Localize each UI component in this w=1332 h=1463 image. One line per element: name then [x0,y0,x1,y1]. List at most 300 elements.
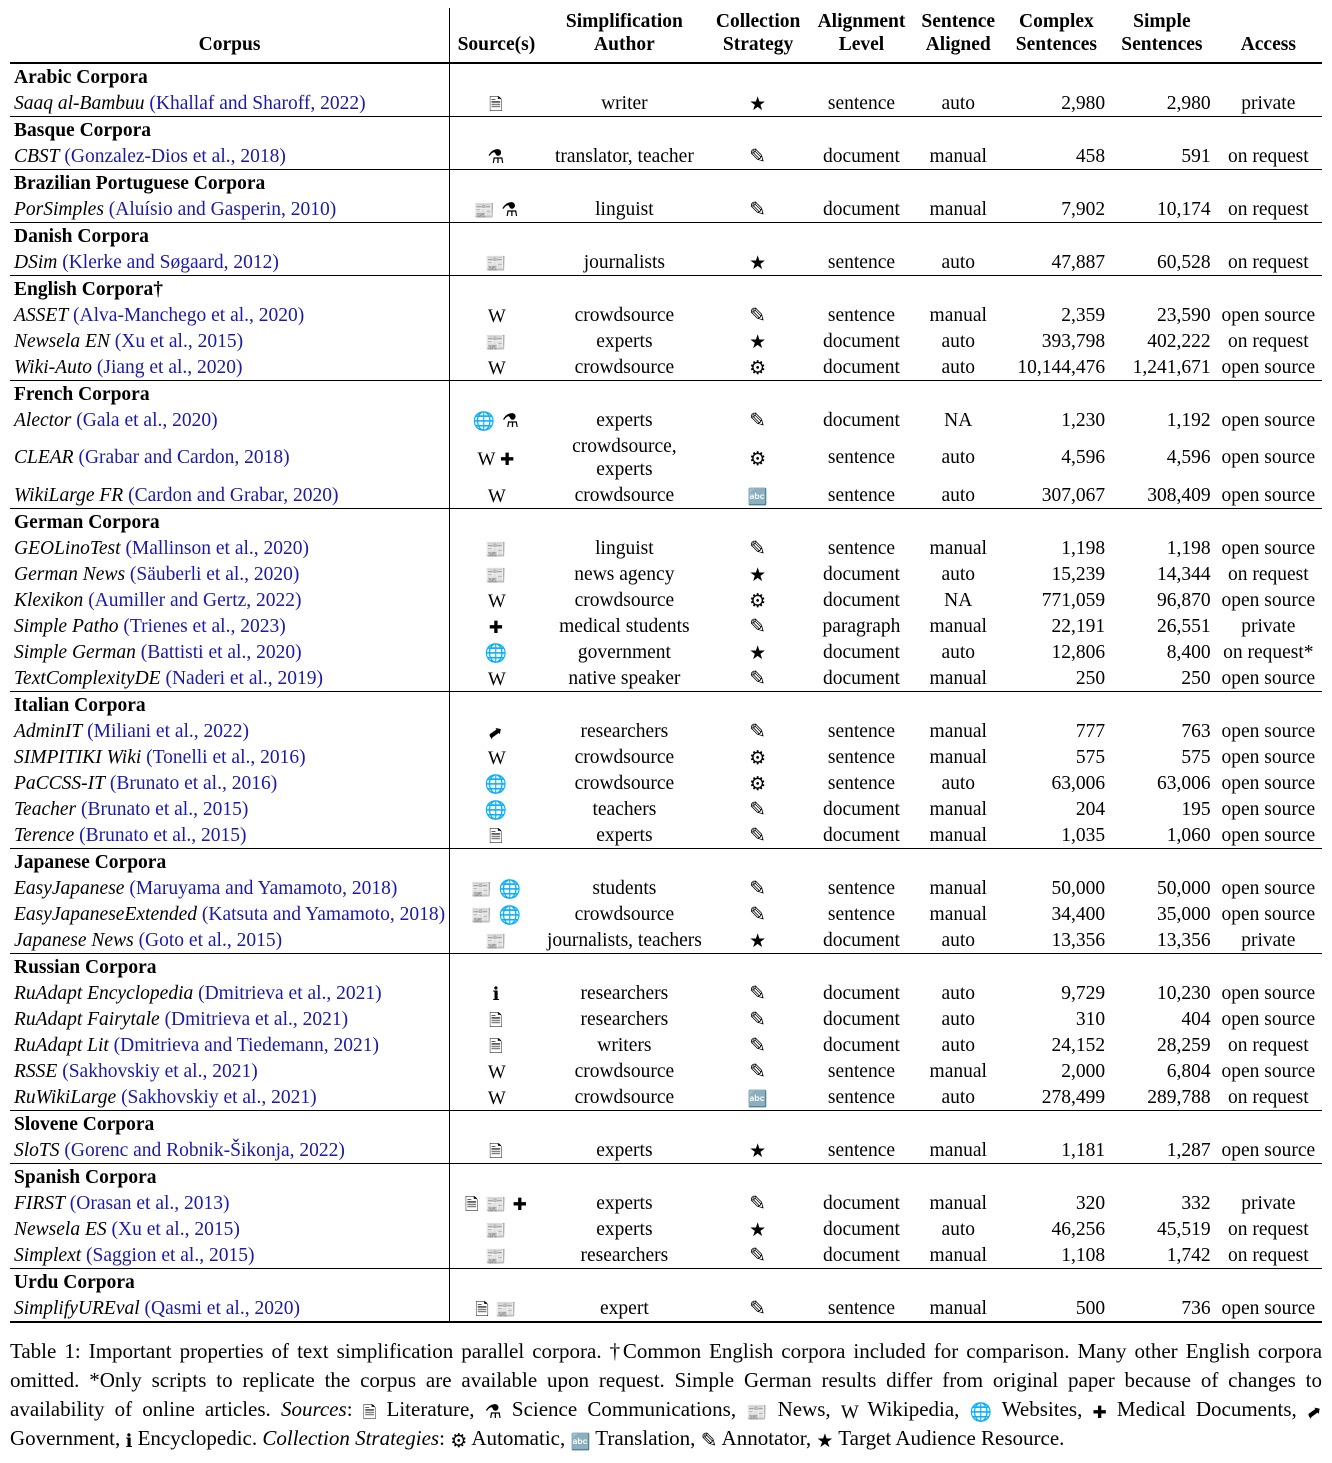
author-cell: journalists [583,251,665,273]
column-header-simplification-author: Simplification Author [543,8,706,63]
alignment-cell: document [823,641,900,663]
sentence-aligned-cell: auto [941,563,976,585]
corpus-cell [10,927,450,954]
news-icon [485,255,507,273]
corpus-citation[interactable]: (Brunato et al., 2016) [109,772,278,794]
alignment-cell: document [823,409,900,431]
simple-sentences-cell: 736 [1109,1295,1214,1322]
annotator-icon [749,616,767,637]
complex-sentences-cell: 1,108 [1061,1244,1106,1266]
group-header-row [10,1269,1322,1296]
complex-sentences-cell: 204 [1075,798,1106,820]
group-title: Arabic Corpora [10,63,450,90]
annotator-icon [749,1035,767,1056]
news-icon [485,1222,507,1240]
complex-sentences-cell: 34,400 [1051,903,1106,925]
simple-sentences-cell: 10,230 [1157,982,1211,1004]
sources-cell [450,354,543,381]
corpus-cell [10,744,450,770]
target-audience-resource-icon [749,644,767,663]
wikipedia-icon [488,359,505,378]
simple-sentences-cell: 1,060 [1166,824,1211,846]
complex-sentences-cell: 310 [1075,1008,1106,1030]
sources-cell [450,535,543,561]
group-title: German Corpora [10,509,450,536]
access-cell: open source [1221,798,1316,820]
table-row [10,249,1322,276]
simple-sentences-cell: 96,870 [1157,589,1211,611]
corpus-citation[interactable]: (Xu et al., 2015) [114,330,244,352]
table-row [10,535,1322,561]
complex-sentences-cell: 12,806 [1051,641,1106,663]
alignment-cell: document [823,198,900,220]
sentence-aligned-cell: manual [913,1295,1004,1322]
table-row [10,482,1322,509]
corpus-citation[interactable]: (Trienes et al., 2023) [123,615,286,637]
legend-literature: Literature, [386,1396,475,1421]
corpus-cell [10,1216,450,1242]
alignment-cell: sentence [827,746,896,768]
author-cell: researchers [580,1244,669,1266]
table-body [10,63,1322,1322]
complex-sentences-cell: 2,980 [1061,92,1106,114]
simple-sentences-cell: 45,519 [1157,1218,1211,1240]
complex-sentences-cell: 22,191 [1051,615,1106,637]
corpus-citation[interactable]: (Brunato et al., 2015) [80,798,249,820]
strategy-cell [706,143,810,170]
corpus-name: GEOLinoTest [14,537,121,559]
group-title: Slovene Corpora [10,1111,450,1138]
corpus-citation[interactable]: (Dmitrieva et al., 2021) [198,982,382,1004]
automatic-icon [749,450,767,469]
corpus-name: WikiLarge FR [14,484,124,506]
complex-sentences-cell: 47,887 [1051,251,1106,273]
strategy-cell [706,354,810,381]
strategy-cell [706,482,810,509]
corpus-citation[interactable]: (Naderi et al., 2019) [165,667,324,689]
automatic-icon [450,1430,467,1451]
websites-icon [499,881,522,899]
simple-sentences-cell: 63,006 [1157,772,1211,794]
sources-cell [450,587,543,613]
table-row [10,1084,1322,1111]
simple-sentences-cell: 60,528 [1157,251,1211,273]
strategy-cell [706,433,810,482]
author-cell: experts [596,824,653,846]
sentence-aligned-cell: manual [929,877,987,899]
complex-sentences-cell: 2,359 [1061,304,1106,326]
corpus-cell [10,1084,450,1111]
corpus-name: Simple Patho [14,615,119,637]
corpus-citation[interactable]: (Khallaf and Sharoff, 2022) [149,92,366,114]
access-cell: open source [1221,903,1316,925]
author-cell: researchers [580,720,669,742]
simple-sentences-cell: 10,174 [1157,198,1211,220]
simple-sentences-cell: 50,000 [1157,877,1211,899]
science-communications-icon [502,412,520,431]
corpus-citation[interactable]: (Qasmi et al., 2020) [144,1297,300,1319]
corpus-name: TextComplexityDE [14,667,161,689]
table-row [10,796,1322,822]
corpus-cell [10,1058,450,1084]
access-cell: open source [1221,356,1316,378]
corpus-cell [10,354,450,381]
science-communications-icon [485,1401,502,1422]
corpus-cell [10,143,450,170]
alignment-cell: document [823,824,900,846]
alignment-cell: sentence [827,1139,896,1161]
strategy-cell [706,1216,810,1242]
complex-sentences-cell: 320 [1075,1192,1106,1214]
strategy-cell [706,639,810,665]
corpus-cell [10,433,450,482]
sentence-aligned-cell: manual [929,1139,987,1161]
corpus-cell [10,1242,450,1269]
corpus-cell [10,328,450,354]
strategy-cell [706,1242,810,1269]
corpus-cell [10,639,450,665]
corpus-cell [10,1006,450,1032]
group-spacer-sources [450,692,543,719]
corpus-name: Japanese News [14,929,134,951]
complex-sentences-cell: 9,729 [1061,982,1106,1004]
corpus-citation[interactable]: (Alva-Manchego et al., 2020) [73,304,305,326]
wikipedia-icon [488,307,505,326]
alignment-cell: document [823,1008,900,1030]
author-cell: crowdsource [574,304,675,326]
author-cell: students [592,877,657,899]
target-audience-resource-icon [749,932,767,951]
corpus-citation[interactable]: (Gala et al., 2020) [76,409,218,431]
complex-sentences-cell: 777 [1075,720,1106,742]
corpus-cell [10,535,450,561]
government-icon [488,724,504,742]
access-cell: open source [1221,409,1316,431]
sentence-aligned-cell: auto [941,447,976,468]
access-cell: open source [1221,1060,1316,1082]
access-cell: open source [1221,720,1316,742]
corpus-cell [10,302,450,328]
corpus-name: Simplext [14,1244,82,1266]
literature-icon [489,96,504,114]
complex-sentences-cell: 278,499 [1041,1086,1106,1108]
encyclopedic-icon [492,986,500,1004]
alignment-cell: sentence [827,1086,896,1108]
simple-sentences-cell: 591 [1181,145,1211,167]
legend-encyclopedic: Encyclopedic. [137,1425,258,1450]
corpus-name: SIMPITIKI Wiki [14,746,142,768]
corpus-citation[interactable]: (Battisti et al., 2020) [140,641,302,663]
government-icon [1307,1401,1322,1422]
simple-sentences-cell: 1,287 [1166,1139,1211,1161]
corpora-table [10,8,1322,1323]
author-cell: native speaker [568,667,681,689]
simple-sentences-cell: 1,241,671 [1132,356,1211,378]
corpus-cell [10,1295,450,1322]
sources-cell [450,407,543,433]
group-spacer-sources [450,954,543,981]
corpus-citation[interactable]: (Sakhovskiy et al., 2021) [62,1060,258,1082]
alignment-cell: document [823,667,900,689]
automatic-icon [749,359,767,378]
corpus-name: ASSET [14,304,69,326]
sentence-aligned-cell: auto [941,330,976,352]
corpus-cell [10,770,450,796]
access-cell: open source [1221,484,1316,506]
corpus-cell [10,1137,450,1164]
table-row [10,639,1322,665]
websites-icon [473,413,496,431]
corpus-citation[interactable]: (Orasan et al., 2013) [69,1192,230,1214]
author-cell: experts [596,409,653,431]
alignment-cell: sentence [827,484,896,506]
sentence-aligned-cell: manual [929,145,987,167]
corpus-citation[interactable]: (Xu et al., 2015) [111,1218,240,1240]
table-row [10,718,1322,744]
table-row [10,328,1322,354]
corpus-name: RuWikiLarge [14,1086,117,1108]
simple-sentences-cell: 763 [1181,720,1211,742]
websites-icon [499,907,522,925]
group-header-row [10,692,1322,719]
alignment-cell: document [823,589,900,611]
table-row [10,302,1322,328]
sentence-aligned-cell: auto [941,929,976,951]
annotator-icon [749,825,767,846]
corpus-name: CBST [14,145,60,167]
group-header-row [10,276,1322,303]
complex-sentences-cell: 575 [1075,746,1106,768]
corpus-citation[interactable]: (Mallinson et al., 2020) [125,537,310,559]
corpus-citation[interactable]: (Gorenc and Robnik-Šikonja, 2022) [64,1139,345,1161]
simple-sentences-cell: 402,222 [1147,330,1211,352]
group-title: Russian Corpora [10,954,450,981]
science-communications-icon [487,148,505,167]
complex-sentences-cell: 63,006 [1051,772,1106,794]
table-row [10,561,1322,587]
literature-icon [489,1143,504,1161]
strategy-cell [706,770,810,796]
simple-sentences-cell: 404 [1181,1008,1211,1030]
group-header-row [10,509,1322,536]
corpus-name: Klexikon [14,589,84,611]
table-row [10,1006,1322,1032]
sentence-aligned-cell: manual [929,824,987,846]
complex-sentences-cell: 771,059 [1041,589,1106,611]
corpus-name: Newsela EN [14,330,110,352]
corpus-citation[interactable]: (Sakhovskiy et al., 2021) [121,1086,317,1108]
access-cell: on request [1227,330,1309,352]
corpus-citation[interactable]: (Brunato et al., 2015) [79,824,247,846]
corpus-cell [10,196,450,223]
group-spacer-sources [450,170,543,197]
sentence-aligned-cell: auto [941,1086,976,1108]
wikipedia-icon [488,670,505,689]
group-spacer-sources [450,1164,543,1191]
sentence-aligned-cell: manual [929,667,987,689]
complex-sentences-cell: 2,000 [1061,1060,1106,1082]
caption-sources-label: Sources [280,1396,347,1421]
annotator-icon [749,1245,767,1266]
corpus-cell [10,561,450,587]
sentence-aligned-cell: auto [941,641,976,663]
column-header-simple-sentences: Simple Sentences [1109,8,1214,63]
corpus-cell [10,822,450,849]
sources-cell [450,980,543,1006]
sources-cell [450,796,543,822]
annotator-icon [701,1430,718,1451]
sentence-aligned-cell: auto [941,484,976,506]
group-spacer-sources [450,381,543,408]
strategy-cell [706,302,810,328]
sentence-aligned-cell: manual [929,720,987,742]
corpus-cell [10,796,450,822]
sources-cell [450,1190,543,1216]
sources-cell [450,639,543,665]
corpus-citation[interactable]: (Dmitrieva and Tiedemann, 2021) [113,1034,380,1056]
strategy-cell [706,822,810,849]
alignment-cell: document [823,1034,900,1056]
wikipedia-icon [488,1063,505,1082]
corpus-citation[interactable]: (Saggion et al., 2015) [86,1244,255,1266]
alignment-cell: document [823,798,900,820]
complex-sentences-cell: 46,256 [1051,1218,1106,1240]
strategy-cell [706,1137,810,1164]
corpus-cell [10,718,450,744]
websites-icon [485,776,508,794]
column-header-sources: Source(s) [450,8,543,63]
sources-cell [450,143,543,170]
news-icon [471,881,493,899]
table-row [10,1295,1322,1322]
corpus-name: PaCCSS-IT [14,772,106,794]
websites-icon [485,802,508,820]
corpus-citation[interactable]: (Dmitrieva et al., 2021) [164,1008,349,1030]
table-row [10,927,1322,954]
access-cell: open source [1221,667,1316,689]
alignment-cell: document [823,330,900,352]
corpus-name: Teacher [14,798,77,820]
alignment-cell: document [823,563,900,585]
corpus-citation[interactable]: (Aumiller and Gertz, 2022) [88,589,302,611]
sources-cell [450,901,543,927]
sources-cell [450,1084,543,1111]
alignment-cell: sentence [827,537,896,559]
annotator-icon [749,199,767,220]
access-cell: on request [1227,1244,1309,1266]
strategy-cell [706,535,810,561]
strategy-cell [706,196,810,223]
news-icon [485,334,507,352]
simple-sentences-cell: 289,788 [1147,1086,1211,1108]
strategy-cell [706,875,810,901]
corpus-citation[interactable]: (Aluísio and Gasperin, 2010) [108,198,337,220]
alignment-cell: sentence [827,92,896,114]
sources-cell [450,561,543,587]
alignment-cell: document [823,356,900,378]
group-header-row [10,381,1322,408]
group-header-row [10,1111,1322,1138]
author-cell: translator, teacher [554,145,694,167]
strategy-cell [706,249,810,276]
caption-label: Table 1: [10,1339,81,1363]
alignment-cell: document [823,145,900,167]
simple-sentences-cell: 2,980 [1166,92,1211,114]
author-cell: linguist [595,537,654,559]
corpus-citation[interactable]: (Maruyama and Yamamoto, 2018) [129,877,398,899]
corpus-citation[interactable]: (Klerke and Søgaard, 2012) [62,251,279,273]
table-row [10,407,1322,433]
alignment-cell: document [823,929,900,951]
corpus-citation[interactable]: (Gonzalez-Dios et al., 2018) [64,145,286,167]
group-title: French Corpora [10,381,450,408]
corpus-citation[interactable]: (Miliani et al., 2022) [87,720,250,742]
annotator-icon [749,878,767,899]
author-cell: government [577,641,671,663]
target-audience-resource-icon [749,566,767,585]
corpus-citation[interactable]: (Tonelli et al., 2016) [146,746,306,768]
wikipedia-icon [488,749,505,768]
complex-sentences-cell: 393,798 [1041,330,1106,352]
legend-science: Science Communications, [511,1396,737,1421]
corpus-name: Alector [14,409,72,431]
access-cell: on request [1227,1034,1309,1056]
author-cell: researchers [580,982,669,1004]
legend-websites: Websites, [1001,1396,1083,1421]
corpus-citation[interactable]: (Grabar and Cardon, 2018) [78,447,290,468]
corpus-name: SloTS [14,1139,60,1161]
sources-cell [450,433,543,482]
access-cell: private [1241,615,1296,637]
table-row [10,901,1322,927]
complex-sentences-cell: 1,230 [1061,409,1106,431]
simple-sentences-cell: 13,356 [1157,929,1211,951]
table-row [10,1190,1322,1216]
annotator-icon [749,904,767,925]
strategy-cell [706,407,810,433]
table-header [10,8,1322,63]
access-cell: on request [1227,1086,1309,1108]
alignment-cell: document [823,982,900,1004]
news-icon [485,933,507,951]
wikipedia-icon [478,450,495,469]
corpus-name: EasyJapaneseExtended [14,903,198,925]
author-cell: journalists, teachers [546,929,702,951]
corpus-name: FIRST [14,1192,65,1214]
translation-icon [570,1430,590,1451]
news-icon [485,1248,507,1266]
group-spacer-sources [450,223,543,250]
sources-cell [450,1006,543,1032]
complex-sentences-cell: 250 [1075,667,1106,689]
corpus-citation[interactable]: (Goto et al., 2015) [138,929,283,951]
annotator-icon [749,799,767,820]
table-caption: Table 1: Important properties of text simplification parallel corpora. †Common English corpora included for comparison. Many other English corpora omitted. *Only scripts to replicate the corpus are available upon request. Simple German results differ from original paper because of changes to availability of online articles. Sources: 🗎 Literature, ⚗ Science Communications, 📰 News, W Wikipedia, 🌐 Websites, ✚ Medical Documents, ➦ Government, ℹ Encyclopedic. Collection Strategies: ⚙ Automatic, 🔤 Translation, ✎ Annotator, ★ Target Audience Resource. [10,1337,1322,1453]
simple-sentences-cell: 308,409 [1147,484,1211,506]
table-row [10,1032,1322,1058]
automatic-icon [749,749,767,768]
author-cell: linguist [595,198,654,220]
corpus-citation[interactable]: (Jiang et al., 2020) [96,356,243,378]
alignment-cell: sentence [810,1295,913,1322]
target-audience-resource-icon [749,1221,767,1240]
corpus-citation[interactable]: (Cardon and Grabar, 2020) [128,484,339,506]
group-title: Basque Corpora [10,117,450,144]
group-header-row [10,170,1322,197]
corpus-citation[interactable]: (Säuberli et al., 2020) [129,563,300,585]
table-row [10,354,1322,381]
corpus-citation[interactable]: (Katsuta and Yamamoto, 2018) [201,903,446,925]
